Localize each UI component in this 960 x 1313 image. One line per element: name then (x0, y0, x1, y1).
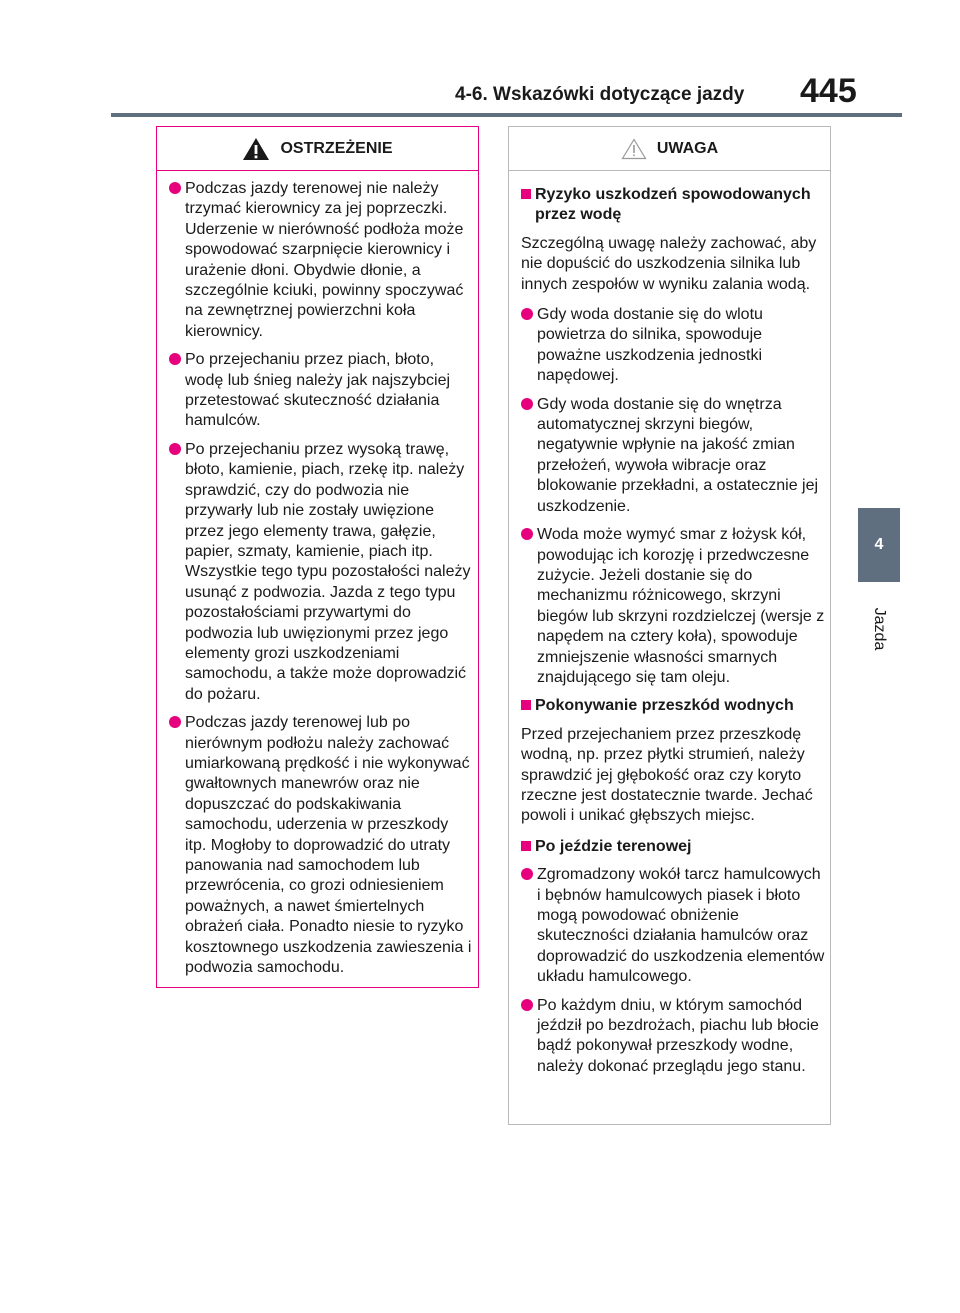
warning-box (156, 126, 479, 988)
notice-body (509, 171, 830, 1077)
warning-header (157, 127, 478, 171)
notice-header (509, 127, 830, 171)
notice-paragraph: Szczególną uwagę należy zachować, aby nie dopuścić do uszkodzenia silnika lub innych zespołów w wyniku zalania wodą. (521, 234, 817, 293)
warning-bullet: Podczas jazdy terenowej nie należy trzymać kierownicy za jej poprzeczki. Uderzenie w nierówność podłoża może spowodować szarpnięcie kierownicy i urażenie dłoni. Obydwie dłonie, a szczególnie kciuki, powinny spoczywać na zewnętrznej powierzchni koła kierownicy. (169, 179, 473, 342)
warning-title: OSTRZEŻENIE (280, 139, 393, 157)
notice-title: UWAGA (656, 139, 719, 157)
notice-subheading: Pokonywanie przeszkód wodnych (521, 696, 825, 716)
warning-bullet: Podczas jazdy terenowej lub po nierównym podłożu należy zachować umiarkowaną prędkość i nie wykonywać gwałtownych manewrów oraz nie dopuszczać do podskakiwania samochodu, uderzenia w przeszkody itp. Mogłoby to doprowadzić do utraty panowania nad samochodem lub przewrócenia, co grozi odniesieniem poważnych, a nawet śmiertelnych obrażeń ciała. Ponadto niesie to ryzyko kosztownego uszkodzenia zawieszenia i podwozia samochodu. (169, 713, 473, 978)
notice-paragraph: Przed przejechaniem przez przeszkodę wodną, np. przez płytki strumień, należy sprawdzić jej głębokość oraz czy koryto rzeczne jest dostatecznie twarde. Jechać powoli i unikać głębszych miejsc. (521, 725, 813, 825)
warning-triangle-icon (242, 137, 270, 161)
chapter-label: Jazda (871, 607, 888, 651)
notice-box (508, 126, 831, 1125)
notice-bullet: Gdy woda dostanie się do wnętrza automatycznej skrzyni biegów, negatywnie wpłynie na jakość zmian przełożeń, wywoła wibracje oraz blokowanie przekładni, a ostatecznie jej uszkodzenie. (521, 395, 825, 517)
notice-bullet: Woda może wymyć smar z łożysk kół, powodując ich korozję i przedwczesne zużycie. Jeżeli dostanie się do mechanizmu różnicowego, skrzyni biegów lub skrzyni rozdzielczej (wersje z napędem na cztery koła), spowoduje zmniejszenie własności smarnych znajdującego się tam oleju. (521, 525, 825, 688)
chapter-number: 4 (874, 536, 884, 553)
warning-bullet: Po przejechaniu przez wysoką trawę, błoto, kamienie, piach, rzekę itp. należy sprawdzić, czy do podwozia nie przywarły lub nie zostały uwięzione przez jego elementy trawa, gałęzie, papier, szmaty, kamienie, piach itp. Wszystkie tego typu pozostałości należy usunąć z podwozia. Jazda z tego typu pozostałościami przywartymi do podwozia lub uwięzionymi przez jego elementy grozi uszkodzeniami samochodu, a także może doprowadzić do pożaru. (169, 440, 473, 705)
section-title: 4-6. Wskazówki dotyczące jazdy (455, 84, 745, 105)
notice-subheading: Ryzyko uszkodzeń spowodowanych przez wodę (521, 185, 825, 226)
chapter-tab (858, 508, 900, 582)
header-rule (111, 113, 902, 117)
notice-bullet: Po każdym dniu, w którym samochód jeździł po bezdrożach, piachu lub błocie bądź pokonywał przeszkody wodne, należy dokonać przeglądu jego stanu. (521, 996, 825, 1078)
warning-body (157, 171, 478, 978)
notice-bullet: Gdy woda dostanie się do wlotu powietrza do silnika, spowoduje poważne uszkodzenia jednostki napędowej. (521, 305, 825, 387)
page-number: 445 (800, 72, 857, 110)
caution-triangle-outline-icon (621, 138, 647, 160)
warning-bullet: Po przejechaniu przez piach, błoto, wodę lub śnieg należy jak najszybciej przetestować skuteczność działania hamulców. (169, 350, 473, 432)
notice-subheading: Po jeździe terenowej (521, 837, 825, 857)
notice-bullet: Zgromadzony wokół tarcz hamulcowych i bębnów hamulcowych piasek i błoto mogą powodować obniżenie skuteczności działania hamulców oraz doprowadzić do uszkodzenia elementów układu hamulcowego. (521, 865, 825, 987)
